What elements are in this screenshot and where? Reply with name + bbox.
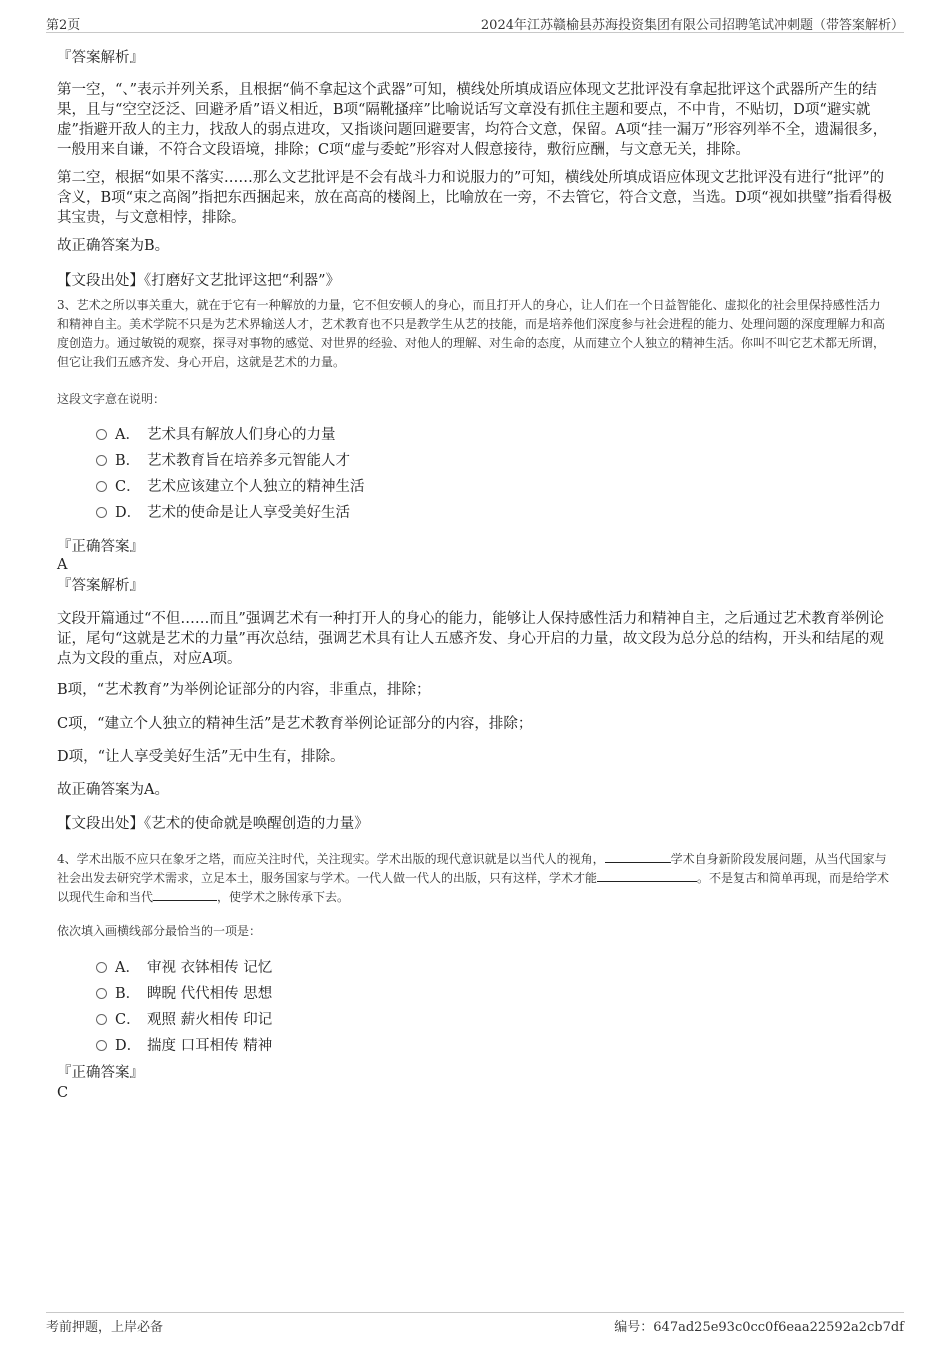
q2-conclusion: 故正确答案为B。	[57, 238, 170, 254]
radio-icon[interactable]	[96, 1040, 107, 1051]
q3-analysis-para4: D项，“让人享受美好生活”无中生有，排除。	[57, 749, 345, 765]
q3-prompt: 这段文字意在说明：	[57, 392, 166, 406]
q4-option-a[interactable]: A． 审视 衣钵相传 记忆	[96, 958, 272, 978]
q4-stem: 4、学术出版不应只在象牙之塔，而应关注时代，关注现实。学术出版的现代意识就是以当代人的视角， 学术自身新阶段发展问题，从当代国家与社会出发去研究学术需求，立足本土，服务国家与学术。一代人做一代人的出版，只有这样，学术才能 。不是复古和简单再现，而是给学术以现代生命和当代 ，使学术之脉传承下去。	[57, 852, 890, 904]
q2-analysis-para2: 第二空，根据“如果不落实……那么文艺批评是不会有战斗力和说服力的”可知，横线处所填成语应体现文艺批评没有进行“批评”的含义，B项“束之高阁”指把东西捆起来，放在高高的楼阁上，比喻放在一旁，不去管它，符合文意，当选。D项“视如拱璧”指看得极其宝贵，与文意相悖，排除。	[57, 170, 892, 226]
q4-option-d[interactable]: D． 揣度 口耳相传 精神	[96, 1036, 272, 1056]
blank-3[interactable]	[153, 888, 217, 901]
page-number: 第2页	[46, 18, 81, 33]
radio-icon[interactable]	[96, 507, 107, 518]
q3-analysis-para1: 文段开篇通过“不但……而且”强调艺术有一种打开人的身心的能力，能够让人保持感性活力和精神自主，之后通过艺术教育举例论证，尾句“这就是艺术的力量”再次总结，强调艺术具有让人五感齐发、身心开启的力量，故文段为总分总的结构，开头和结尾的观点为文段的重点，对应A项。	[57, 611, 884, 667]
radio-icon[interactable]	[96, 1014, 107, 1025]
q2-source: 【文段出处】《打磨好文艺批评这把“利器”》	[57, 273, 341, 289]
document-title: 2024年江苏赣榆县苏海投资集团有限公司招聘笔试冲刺题（带答案解析）	[480, 18, 904, 33]
radio-icon[interactable]	[96, 988, 107, 999]
q3-option-a[interactable]: A． 艺术具有解放人们身心的力量	[96, 425, 336, 445]
q4-answer-label: 『正确答案』	[57, 1065, 144, 1081]
radio-icon[interactable]	[96, 481, 107, 492]
q4-option-b[interactable]: B． 睥睨 代代相传 思想	[96, 984, 272, 1004]
q2-analysis-para1: 第一空，“、”表示并列关系，且根据“倘不拿起这个武器”可知，横线处所填成语应体现文艺批评没有拿起批评这个武器所产生的结果，且与“空空泛泛、回避矛盾”语义相近，B项“隔靴搔痒”比喻说话写文章没有抓住主题和要点，不中肯，不贴切，D项“避实就虚”指避开敌人的主力，找敌人的弱点进攻，又指谈问题回避要害，均符合文意，保留。A项“挂一漏万”形容列举不全，遗漏很多，一般用来自谦，不符合文段语境，排除；C项“虚与委蛇”形容对人假意接待，敷衍应酬，与文意无关，排除。	[57, 82, 888, 158]
radio-icon[interactable]	[96, 455, 107, 466]
q3-analysis-para3: C项，“建立个人独立的精神生活”是艺术教育举例论证部分的内容，排除；	[57, 716, 533, 732]
q3-stem: 3、艺术之所以事关重大，就在于它有一种解放的力量，它不但安顿人的身心，而且打开人的身心，让人们在一个日益智能化、虚拟化的社会里保持感性活力和精神自主。美术学院不只是为艺术界输送人才，艺术教育也不只是教学生从艺的技能，而是培养他们深度参与社会进程的能力、处理问题的深度理解力和高度创造力。通过敏锐的观察，探寻对事物的感觉、对世界的经验、对他人的理解、对生命的态度，从而建立个人独立的精神生活。你叫不叫它艺术都无所谓，但它让我们五感齐发、身心开启，这就是艺术的力量。	[57, 298, 886, 369]
q4-option-c[interactable]: C． 观照 薪火相传 印记	[96, 1010, 272, 1030]
q4-prompt: 依次填入画横线部分最恰当的一项是：	[57, 924, 262, 938]
footer-slogan: 考前押题，上岸必备	[46, 1320, 164, 1335]
radio-icon[interactable]	[96, 962, 107, 973]
q3-option-c[interactable]: C． 艺术应该建立个人独立的精神生活	[96, 477, 365, 497]
q3-source: 【文段出处】《艺术的使命就是唤醒创造的力量》	[57, 816, 369, 832]
page-header	[46, 14, 904, 33]
q3-option-b[interactable]: B． 艺术教育旨在培养多元智能人才	[96, 451, 350, 471]
page-footer	[46, 1312, 904, 1333]
q2-analysis-label: 『答案解析』	[57, 50, 144, 66]
q3-option-d[interactable]: D． 艺术的使命是让人享受美好生活	[96, 503, 350, 523]
q3-answer: A	[57, 557, 68, 573]
blank-2[interactable]	[597, 869, 697, 882]
q3-analysis-label: 『答案解析』	[57, 578, 144, 594]
q3-analysis-para2: B项，“艺术教育”为举例论证部分的内容，非重点，排除；	[57, 682, 431, 698]
q3-conclusion: 故正确答案为A。	[57, 782, 169, 798]
radio-icon[interactable]	[96, 429, 107, 440]
document-id: 编号：647ad25e93c0cc0f6eaa22592a2cb7df	[614, 1320, 904, 1335]
q4-answer: C	[57, 1085, 69, 1101]
q3-answer-label: 『正确答案』	[57, 539, 144, 555]
blank-1[interactable]	[605, 850, 671, 863]
